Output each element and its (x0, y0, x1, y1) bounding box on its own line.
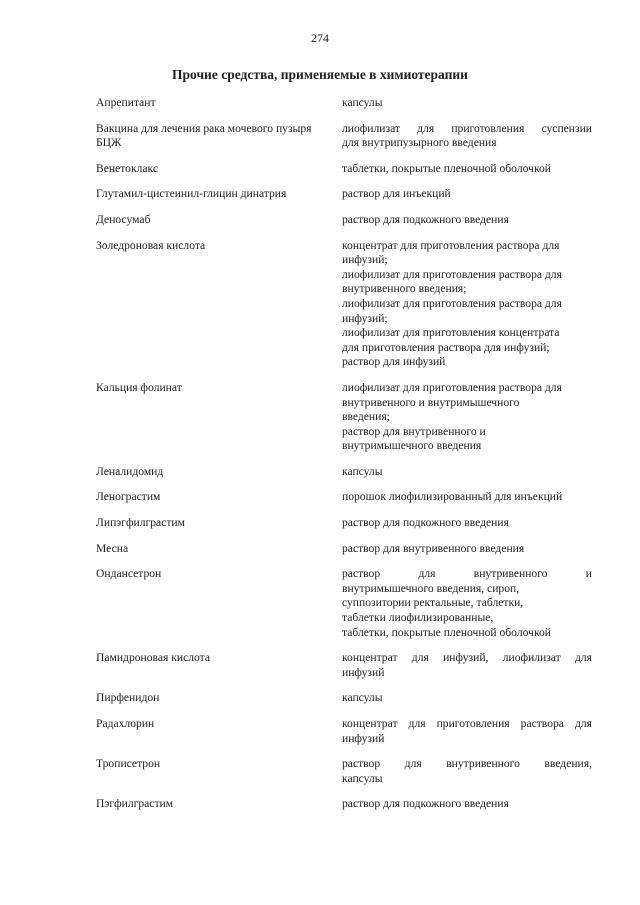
drug-form-line: концентрат для приготовления раствора для (342, 238, 560, 252)
drug-form (342, 381, 592, 454)
drug-name (96, 239, 342, 254)
drug-row (96, 717, 592, 746)
drug-form-line: инфузий (342, 665, 385, 679)
drug-name (96, 542, 342, 557)
drug-form (342, 239, 592, 370)
drug-form (342, 567, 592, 640)
drug-row (96, 651, 592, 680)
drug-row (96, 187, 592, 202)
drug-form-line: раствор для внутривенного и (342, 424, 486, 438)
drug-row (96, 465, 592, 480)
drug-row (96, 542, 592, 557)
drug-name-line: Липэгфилграстим (96, 516, 185, 530)
drug-name-line: Глутамил-цистеинил-глицин динатрия (96, 187, 287, 201)
drug-table (96, 96, 592, 812)
drug-row (96, 162, 592, 177)
drug-name (96, 717, 342, 732)
drug-name (96, 797, 342, 812)
drug-name-line: Радахлорин (96, 717, 155, 730)
drug-form-line: капсулы (342, 691, 383, 705)
drug-form (342, 651, 592, 680)
drug-name-line: Ленограстим (96, 490, 161, 504)
drug-name-line: Пэгфилграстим (96, 797, 174, 811)
drug-row (96, 213, 592, 228)
drug-form-line: капсулы (342, 464, 383, 478)
drug-form (342, 717, 592, 746)
drug-form-line: раствор для внутривенного введения (342, 541, 525, 555)
drug-row (96, 381, 592, 454)
drug-form-line: капсулы (342, 771, 383, 785)
drug-form-line: внутривенного и внутримышечного (342, 395, 520, 409)
drug-form-line: введения; (342, 410, 390, 424)
drug-name-line: Памидроновая кислота (96, 651, 211, 665)
drug-form-line: таблетки лиофилизированные, (342, 611, 494, 625)
drug-form-line: внутримышечного введения, сироп, (342, 581, 520, 595)
drug-name-line: Трописетрон (96, 757, 161, 771)
drug-form-line: для внутрипузырного введения (342, 136, 497, 150)
drug-form (342, 96, 592, 111)
drug-row (96, 757, 592, 786)
drug-form-line: раствор для инъекций (342, 187, 451, 201)
drug-name (96, 691, 342, 706)
drug-form-line: лиофилизат для приготовления концентрата (342, 326, 560, 340)
drug-row (96, 691, 592, 706)
drug-form (342, 757, 592, 786)
drug-form-line: внутривенного введения; (342, 282, 467, 296)
drug-row (96, 122, 592, 151)
drug-row (96, 797, 592, 812)
drug-form (342, 797, 592, 812)
drug-form-line: инфузий; (342, 311, 388, 325)
drug-form (342, 542, 592, 557)
drug-row (96, 239, 592, 370)
drug-name-line: Ондансетрон (96, 567, 162, 581)
page-title: Прочие средства, применяемые в химиотерапии (172, 67, 468, 82)
drug-row (96, 516, 592, 531)
drug-form (342, 122, 592, 151)
drug-name-line: Венетоклакс (96, 161, 158, 175)
drug-form-line: концентрат для инфузий, лиофилизат для (342, 651, 592, 665)
drug-name (96, 187, 342, 202)
drug-form-line: таблетки, покрытые пленочной оболочкой (342, 161, 551, 175)
drug-form-line: лиофилизат для приготовления раствора для (342, 296, 562, 310)
drug-form (342, 490, 592, 505)
drug-name-line: БЦЖ (96, 136, 122, 150)
drug-form (342, 213, 592, 228)
drug-name (96, 96, 342, 111)
drug-form-line: инфузий (342, 731, 385, 745)
drug-name (96, 516, 342, 531)
drug-name (96, 651, 342, 666)
drug-name (96, 567, 342, 582)
drug-form-line: раствор для внутривенного и (342, 567, 592, 581)
drug-form-line: суппозитории ректальные, таблетки, (342, 596, 524, 610)
drug-name-line: Золедроновая кислота (96, 238, 206, 252)
drug-name (96, 381, 342, 396)
drug-form-line: раствор для подкожного введения (342, 212, 509, 226)
drug-row (96, 490, 592, 505)
drug-form-line: инфузий; (342, 253, 388, 267)
drug-name (96, 122, 342, 151)
drug-form-line: капсулы (342, 96, 383, 109)
drug-form (342, 516, 592, 531)
drug-form-line: концентрат для приготовления раствора для (342, 717, 592, 730)
drug-name-line: Месна (96, 541, 129, 555)
drug-form-line: порошок лиофилизированный для инъекций (342, 490, 563, 504)
drug-form (342, 691, 592, 706)
drug-name (96, 162, 342, 177)
drug-name-line: Вакцина для лечения рака мочевого пузыря (96, 121, 312, 135)
drug-form-line: внутримышечного введения (342, 439, 482, 453)
drug-name (96, 757, 342, 772)
drug-form-line: раствор для инфузий (342, 355, 446, 369)
drug-name-line: Кальция фолинат (96, 380, 182, 394)
drug-form (342, 162, 592, 177)
page-number: 274 (311, 31, 329, 45)
drug-name (96, 465, 342, 480)
drug-form-line: раствор для внутривенного введения, (342, 757, 592, 771)
drug-name (96, 213, 342, 228)
drug-form-line: лиофилизат для приготовления раствора для (342, 267, 562, 281)
drug-name-line: Пирфенидон (96, 691, 160, 705)
drug-form-line: раствор для подкожного введения (342, 516, 509, 530)
drug-name-line: Деносумаб (96, 212, 151, 226)
drug-form (342, 465, 592, 480)
drug-form-line: таблетки, покрытые пленочной оболочкой (342, 625, 551, 639)
drug-row (96, 96, 592, 111)
drug-name (96, 490, 342, 505)
drug-form-line: для приготовления раствора для инфузий; (342, 340, 550, 354)
drug-name-line: Леналидомид (96, 464, 164, 478)
drug-name-line: Апрепитант (96, 96, 156, 109)
drug-row (96, 567, 592, 640)
drug-form-line: лиофилизат для приготовления суспензии (342, 121, 592, 135)
drug-form-line: раствор для подкожного введения (342, 797, 509, 811)
drug-form (342, 187, 592, 202)
drug-form-line: лиофилизат для приготовления раствора для (342, 380, 562, 394)
